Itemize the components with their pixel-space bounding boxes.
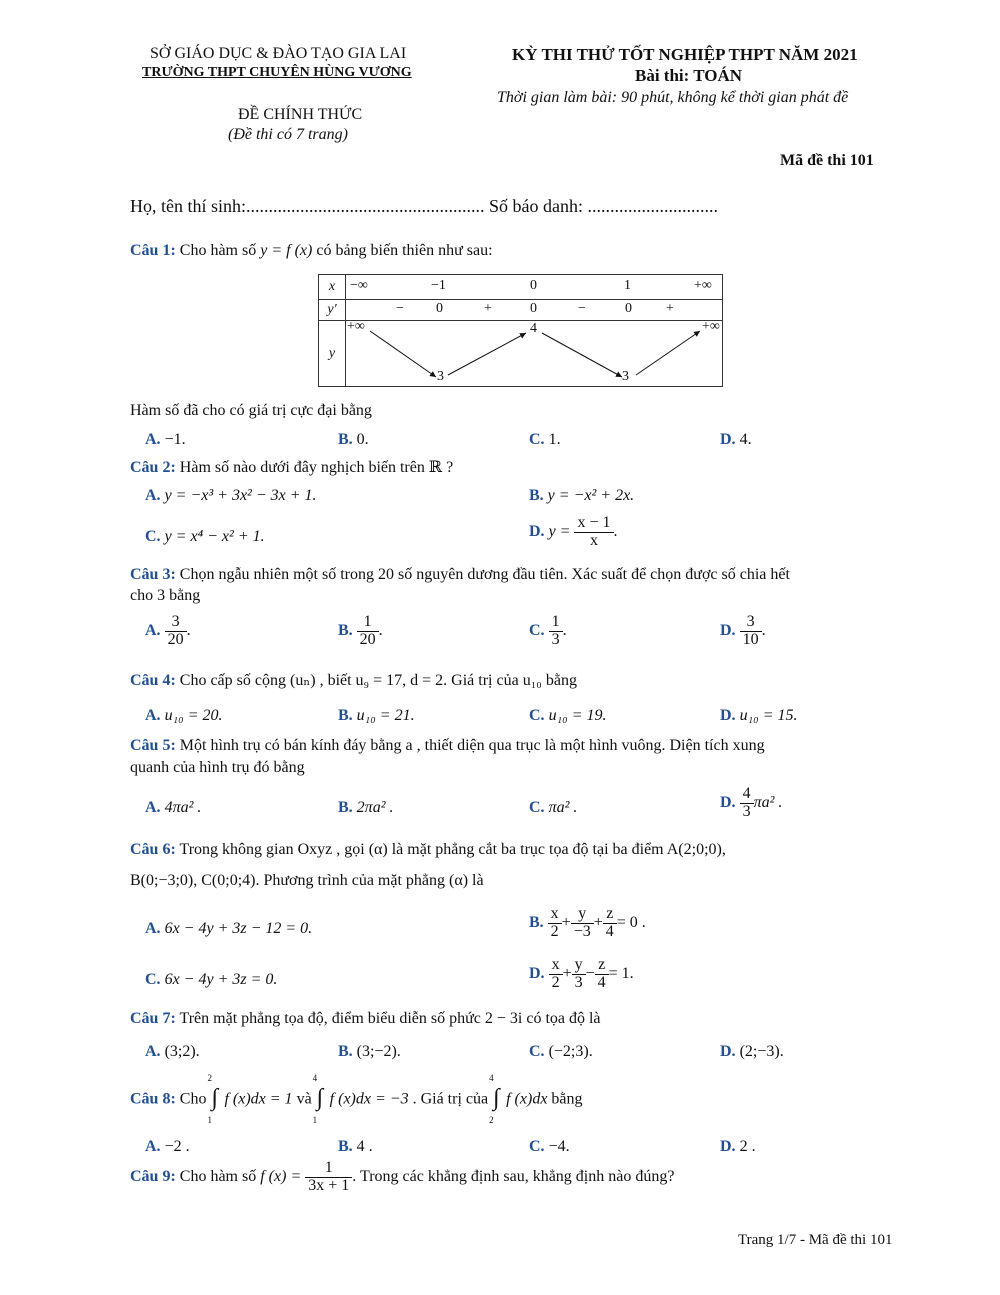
option-b[interactable]: B. 2πa² . xyxy=(338,799,394,816)
option-c[interactable]: C. u₁₀ = 19. xyxy=(529,707,607,724)
option-key: A. xyxy=(145,487,161,504)
option-c[interactable] xyxy=(145,528,265,546)
option-value: y = −x² + 2x. xyxy=(547,487,635,504)
question-text-cont: cho 3 bằng xyxy=(130,587,201,604)
sign: 0 xyxy=(436,301,443,316)
option-key: D. xyxy=(529,522,545,540)
exam-code: Mã đề thi 101 xyxy=(780,152,874,169)
option-d[interactable]: D. $\frac{4}{3}$ πa² . xyxy=(720,785,783,820)
x-row-label: x xyxy=(319,275,346,300)
option-a[interactable] xyxy=(145,431,186,449)
option-c[interactable]: C. −4. xyxy=(529,1138,570,1155)
fraction: $\frac{y}{3}$ xyxy=(572,957,586,992)
fraction: $\frac{y}{-3}$ xyxy=(571,906,594,941)
x-value: 0 xyxy=(530,278,537,293)
integral-sign: 4 ∫ 2 xyxy=(489,1073,500,1125)
y-row-label: y xyxy=(319,321,346,387)
option-value: y = −x³ + 3x² − 3x + 1. xyxy=(164,487,317,504)
fraction: $\frac{1}{3}$ xyxy=(549,614,563,649)
student-info-line: Họ, tên thí sinh:..................................................... Số báo danh: ............................. xyxy=(130,196,718,216)
option-d[interactable]: D. (2;−3). xyxy=(720,1043,784,1060)
question-text: Một hình trụ có bán kính đáy bằng a , thiết diện qua trục là một hình vuông. Diện tích xung xyxy=(179,737,765,754)
fraction: $\frac{1}{20}$ xyxy=(357,614,379,649)
x-value: −∞ xyxy=(350,278,368,293)
sign: − xyxy=(396,301,404,316)
yprime-row xyxy=(346,300,723,321)
option-key: C. xyxy=(529,431,545,448)
option-c[interactable]: C. πa² . xyxy=(529,799,578,816)
question-2 xyxy=(130,457,453,477)
question-3 xyxy=(130,566,790,584)
sign: − xyxy=(578,301,586,316)
sign: 0 xyxy=(625,301,632,316)
question-8: Câu 8: Cho 2 ∫ 1 f (x)dx = 1 và 4 ∫ 1 f (x)dx = −3 . Giá trị của 4 ∫ 2 f (x)dx bằng xyxy=(130,1073,583,1125)
question-text-cont: quanh của hình trụ đó bằng xyxy=(130,759,305,776)
question-1 xyxy=(130,242,493,260)
option-a[interactable]: A. 6x − 4y + 3z − 12 = 0. xyxy=(145,920,313,937)
option-b[interactable] xyxy=(338,431,369,449)
page-count: (Đề thi có 7 trang) xyxy=(228,126,348,143)
question-label: Câu 9: xyxy=(130,1167,176,1185)
question-label: Câu 4: xyxy=(130,672,176,689)
arrow-up xyxy=(448,333,526,375)
option-c[interactable]: C. (−2;3). xyxy=(529,1043,593,1060)
option-a[interactable]: A. (3;2). xyxy=(145,1043,200,1060)
question-text: Cho cấp số cộng (uₙ) , biết u₉ = 17, d = 2. Giá trị của u₁₀ bằng xyxy=(179,672,577,689)
fraction: $\frac{3}{20}$ xyxy=(165,614,187,649)
option-key: B. xyxy=(338,431,353,448)
time-note: Thời gian làm bài: 90 phút, không kể thời gian phát đề xyxy=(497,89,849,106)
y-value: +∞ xyxy=(702,319,720,334)
option-d[interactable]: D. y = $\frac{x - 1}{x}$ . xyxy=(529,514,618,549)
option-c[interactable]: C. $\frac{1}{3}$ . xyxy=(529,613,567,648)
option-a[interactable]: A. $\frac{3}{20}$ . xyxy=(145,613,191,648)
question-7 xyxy=(130,1010,601,1028)
option-b[interactable]: B. u₁₀ = 21. xyxy=(338,707,415,724)
fraction: $\frac{1}{3x + 1}$ xyxy=(305,1160,352,1195)
question-text: Cho hàm số xyxy=(179,242,257,259)
option-d[interactable]: D. 2 . xyxy=(720,1138,756,1155)
option-b[interactable]: B. (3;−2). xyxy=(338,1043,401,1060)
option-b[interactable]: B. $\frac{1}{20}$ . xyxy=(338,613,383,648)
option-value: 4. xyxy=(739,431,752,448)
question-label: Câu 7: xyxy=(130,1010,176,1027)
option-b[interactable]: B. $\frac{x}{2}$ + $\frac{y}{-3}$ + $\frac{z}{4}$ = 0 . xyxy=(529,905,646,940)
fraction: $\frac{3}{10}$ xyxy=(740,614,762,649)
option-b[interactable] xyxy=(529,487,634,505)
question-5 xyxy=(130,737,765,755)
page-footer: Trang 1/7 - Mã đề thi 101 xyxy=(738,1232,893,1248)
question-4 xyxy=(130,670,577,690)
option-a[interactable] xyxy=(145,487,317,505)
question-text: Hàm số nào dưới đây nghịch biến trên ℝ ? xyxy=(179,459,454,476)
fraction: $\frac{z}{4}$ xyxy=(595,957,609,992)
fraction: $\frac{x}{2}$ xyxy=(548,906,562,941)
fraction: $\frac{z}{4}$ xyxy=(603,906,617,941)
fraction: $\frac{x - 1}{x}$ xyxy=(574,515,613,550)
y-value: 3 xyxy=(622,369,629,384)
option-value: −1. xyxy=(164,431,186,448)
option-a[interactable]: A. 4πa² . xyxy=(145,799,202,816)
sign: 0 xyxy=(530,301,537,316)
question-label: Câu 6: xyxy=(130,841,176,858)
question-9: Câu 9: Cho hàm số f (x) = $\frac{1}{3x + 1}$ . Trong các khẳng định sau, khẳng định nào đúng? xyxy=(130,1159,675,1194)
arrow-down xyxy=(370,331,436,377)
y-row xyxy=(346,321,723,387)
x-value: +∞ xyxy=(694,278,712,293)
option-value: y = x⁴ − x² + 1. xyxy=(164,528,265,545)
arrow-up xyxy=(636,331,700,375)
variation-table xyxy=(318,274,723,387)
option-a[interactable]: A. u₁₀ = 20. xyxy=(145,707,223,724)
arrow-down xyxy=(542,333,622,377)
question-text: có bảng biến thiên như sau: xyxy=(316,242,493,259)
option-d[interactable] xyxy=(720,431,752,449)
question-6 xyxy=(130,841,726,859)
x-value: 1 xyxy=(624,278,631,293)
option-c[interactable] xyxy=(529,431,561,449)
integral-sign: 2 ∫ 1 xyxy=(207,1073,219,1125)
question-label: Câu 8: xyxy=(130,1090,176,1108)
sign: + xyxy=(666,301,674,316)
question-label: Câu 1: xyxy=(130,242,176,259)
math-expr: y = f (x) xyxy=(260,242,313,259)
question-text: Trong không gian Oxyz , gọi (α) là mặt phẳng cắt ba trục tọa độ tại ba điểm A(2;0;0), xyxy=(179,841,726,858)
option-key: D. xyxy=(720,431,736,448)
school-name: TRƯỜNG THPT CHUYÊN HÙNG VƯƠNG xyxy=(142,65,412,80)
option-d[interactable]: D. $\frac{x}{2}$ + $\frac{y}{3}$ − $\frac{z}{4}$ = 1. xyxy=(529,956,634,991)
y-value: 3 xyxy=(437,369,444,384)
option-a[interactable]: A. −2 . xyxy=(145,1138,190,1155)
question-text: Trên mặt phẳng tọa độ, điểm biểu diễn số phức 2 − 3i có tọa độ là xyxy=(179,1010,601,1027)
option-key: B. xyxy=(529,487,544,504)
option-d[interactable]: D. $\frac{3}{10}$ . xyxy=(720,613,766,648)
option-value: 1. xyxy=(548,431,561,448)
fraction: $\frac{4}{3}$ xyxy=(740,786,754,821)
x-row xyxy=(346,275,723,300)
department: SỞ GIÁO DỤC & ĐÀO TẠO GIA LAI xyxy=(150,45,407,62)
y-value: +∞ xyxy=(347,319,365,334)
fraction: $\frac{x}{2}$ xyxy=(549,957,563,992)
option-key: A. xyxy=(145,431,161,448)
question-text: Chọn ngẫu nhiên một số trong 20 số nguyên dương đầu tiên. Xác suất để chọn được số chia hết xyxy=(179,566,790,583)
option-value: 0. xyxy=(356,431,369,448)
y-value: 4 xyxy=(530,321,537,336)
option-b[interactable]: B. 4 . xyxy=(338,1138,373,1155)
option-key: C. xyxy=(145,528,161,545)
option-c[interactable]: C. 6x − 4y + 3z = 0. xyxy=(145,971,278,988)
yprime-row-label: y′ xyxy=(319,300,346,321)
subject: Bài thi: TOÁN xyxy=(635,66,743,85)
exam-title: KỲ THI THỬ TỐT NGHIỆP THPT NĂM 2021 xyxy=(512,45,858,64)
question-label: Câu 5: xyxy=(130,737,176,754)
question-text-cont: B(0;−3;0), C(0;0;4). Phương trình của mặt phẳng (α) là xyxy=(130,872,484,889)
question-label: Câu 2: xyxy=(130,459,176,476)
official-label: ĐỀ CHÍNH THỨC xyxy=(238,106,363,123)
math-expr: y = xyxy=(548,522,571,540)
q1-question: Hàm số đã cho có giá trị cực đại bằng xyxy=(130,402,372,419)
integral-sign: 4 ∫ 1 xyxy=(312,1073,324,1125)
x-value: −1 xyxy=(431,278,446,293)
question-label: Câu 3: xyxy=(130,566,176,583)
sign: + xyxy=(484,301,492,316)
option-d[interactable]: D. u₁₀ = 15. xyxy=(720,707,798,724)
